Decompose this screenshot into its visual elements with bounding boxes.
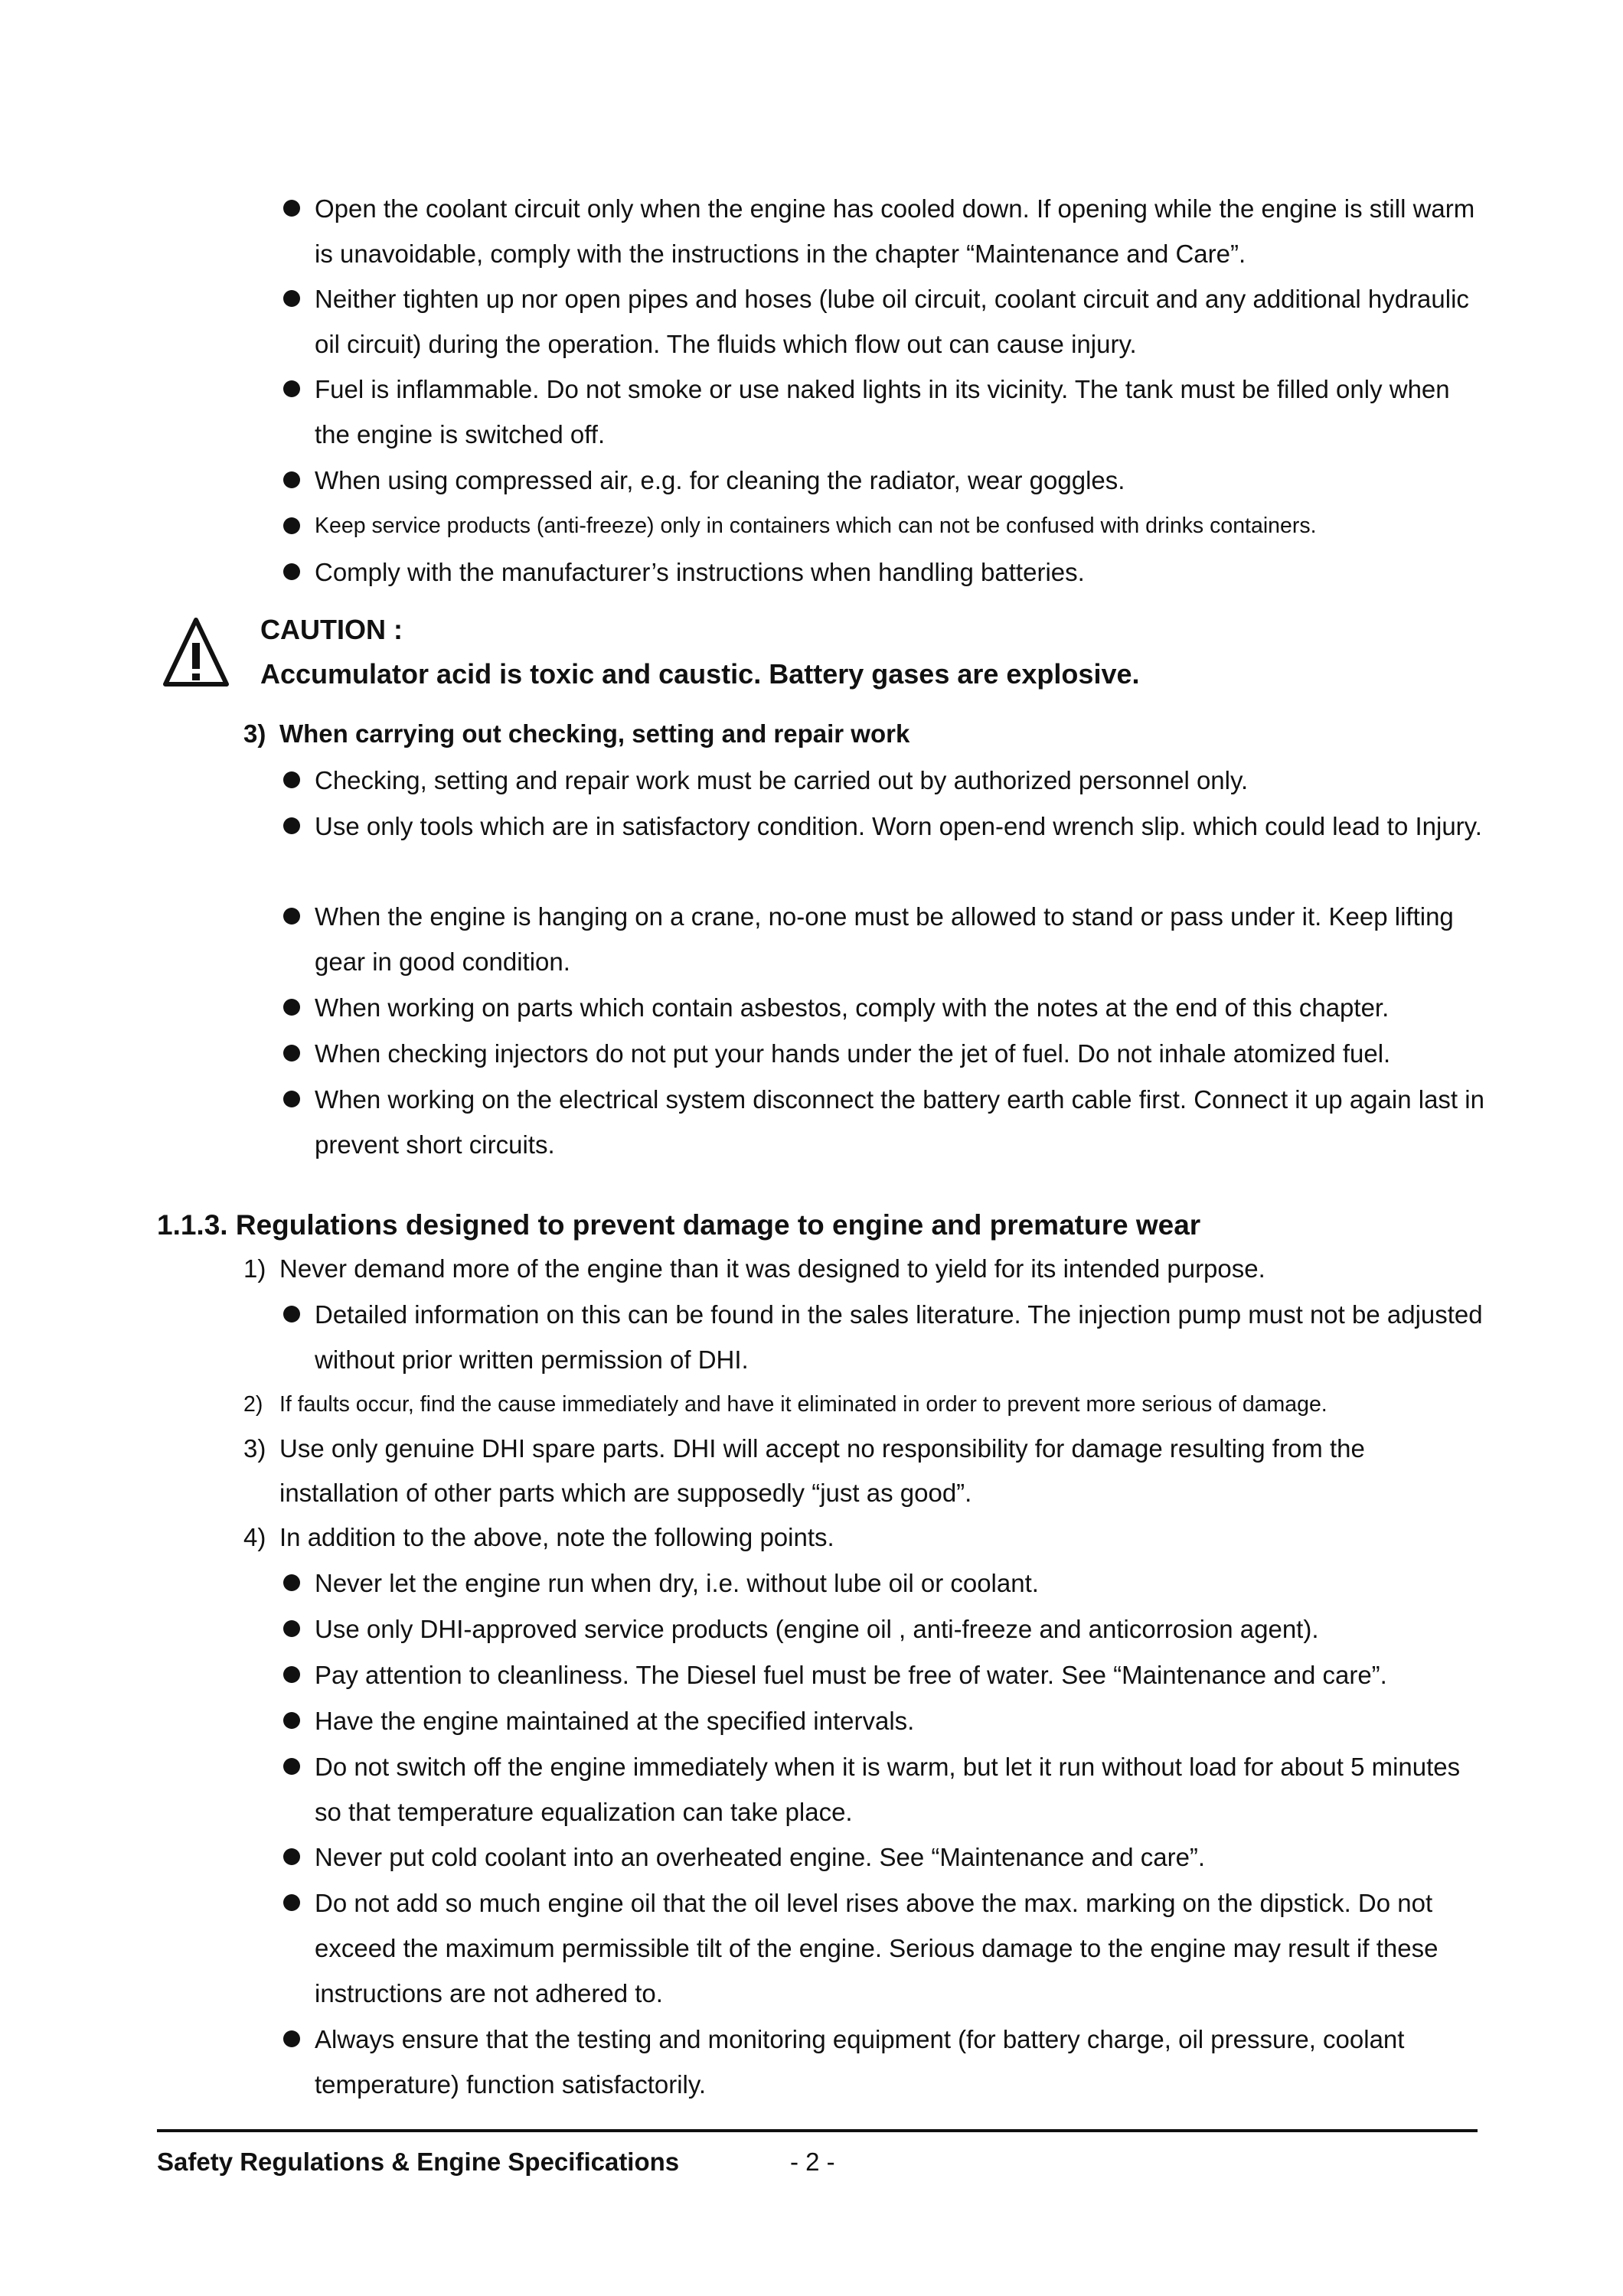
bullet-item <box>283 1031 1485 1076</box>
bullet-dot-icon <box>283 471 300 488</box>
bullet-text: Open the coolant circuit only when the engine has cooled down. If opening while the engine is still warm is unavoidable, comply with the instructions in the chapter “Maintenance and Care”. <box>315 194 1475 268</box>
bullet-text: Use only DHI-approved service products (engine oil , anti-freeze and anticorrosion agent). <box>315 1615 1319 1643</box>
bullet-text: Pay attention to cleanliness. The Diesel fuel must be free of water. See “Maintenance and care”. <box>315 1661 1387 1689</box>
item-text: Use only genuine DHI spare parts. DHI will accept no responsibility for damage resulting from the installation of other parts which are supposedly “just as good”. <box>279 1434 1365 1507</box>
item-text: In addition to the above, note the following points. <box>279 1523 834 1551</box>
bullet-dot-icon <box>283 200 300 217</box>
caution-text: Accumulator acid is toxic and caustic. Battery gases are explosive. <box>260 658 1140 690</box>
item-number: 3) <box>243 1434 266 1463</box>
bullet-text: Never put cold coolant into an overheated engine. See “Maintenance and care”. <box>315 1843 1206 1871</box>
bullet-item <box>283 276 1485 367</box>
bullet-item <box>283 758 1485 803</box>
section-heading: 1.1.3. Regulations designed to prevent damage to engine and premature wear <box>157 1209 1201 1241</box>
bullet-item <box>283 1880 1485 2016</box>
bullet-item <box>283 186 1485 276</box>
item-text: If faults occur, find the cause immediately and have it eliminated in order to prevent more serious of damage. <box>279 1392 1327 1417</box>
bullet-dot-icon <box>283 1894 300 1911</box>
bullet-text: Detailed information on this can be found in the sales literature. The injection pump must not be adjusted without prior written permission of DHI. <box>315 1300 1483 1374</box>
bullet-dot-icon <box>283 1045 300 1062</box>
bullet-dot-icon <box>283 817 300 834</box>
bullet-dot-icon <box>283 908 300 925</box>
item-title: When carrying out checking, setting and repair work <box>279 719 910 748</box>
bullet-item <box>283 1744 1485 1835</box>
bullet-dot-icon <box>283 2030 300 2047</box>
numbered-item <box>243 1382 1484 1427</box>
bullet-text: Use only tools which are in satisfactory condition. Worn open-end wrench slip. which could lead to Injury. <box>315 812 1482 840</box>
bullet-item <box>283 1561 1485 1606</box>
bullet-item <box>283 458 1485 503</box>
bullet-item <box>283 1652 1485 1698</box>
item-number: 2) <box>243 1392 263 1417</box>
bullet-item <box>283 1835 1485 1880</box>
bullet-dot-icon <box>283 1306 300 1322</box>
bullet-dot-icon <box>283 1712 300 1729</box>
bullet-dot-icon <box>283 771 300 788</box>
bullet-item <box>283 985 1485 1030</box>
bullet-dot-icon <box>283 1620 300 1637</box>
footer-title: Safety Regulations & Engine Specifications <box>157 2148 680 2176</box>
caution-title: CAUTION : <box>260 614 403 645</box>
bullet-item <box>283 1698 1485 1743</box>
bullet-item <box>283 550 1485 595</box>
bullet-text: Neither tighten up nor open pipes and hoses (lube oil circuit, coolant circuit and any additional hydraulic oil circuit) during the operation. The fluids which flow out can cause injury. <box>315 285 1469 358</box>
page-number: - 2 - <box>790 2148 835 2176</box>
warning-triangle-icon <box>162 617 230 687</box>
bullet-text: When working on parts which contain asbestos, comply with the notes at the end of this chapter. <box>315 993 1390 1022</box>
item-number: 1) <box>243 1254 266 1283</box>
bullet-dot-icon <box>283 290 300 307</box>
bullet-dot-icon <box>283 1758 300 1775</box>
bullet-dot-icon <box>283 1091 300 1107</box>
numbered-heading <box>243 712 1484 756</box>
bullet-text: Fuel is inflammable. Do not smoke or use naked lights in its vicinity. The tank must be filled only when the engine is switched off. <box>315 375 1450 448</box>
bullet-text: Comply with the manufacturer’s instructions when handling batteries. <box>315 558 1085 586</box>
footer-divider <box>157 2129 1478 2132</box>
bullet-dot-icon <box>283 563 300 580</box>
bullet-item <box>283 894 1485 984</box>
bullet-text: Never let the engine run when dry, i.e. without lube oil or coolant. <box>315 1569 1039 1597</box>
numbered-item <box>243 1247 1484 1291</box>
bullet-text: Keep service products (anti-freeze) only in containers which can not be confused with drinks containers. <box>315 514 1317 538</box>
bullet-dot-icon <box>283 1574 300 1591</box>
bullet-dot-icon <box>283 517 300 534</box>
bullet-text: When working on the electrical system disconnect the battery earth cable first. Connect it up again last in prevent short circuits. <box>315 1085 1484 1159</box>
bullet-item <box>283 1077 1485 1167</box>
numbered-item <box>243 1515 1484 1560</box>
bullet-text: When using compressed air, e.g. for cleaning the radiator, wear goggles. <box>315 466 1125 494</box>
bullet-text: When checking injectors do not put your hands under the jet of fuel. Do not inhale atomized fuel. <box>315 1039 1391 1068</box>
bullet-text: Always ensure that the testing and monitoring equipment (for battery charge, oil pressure, coolant temperature) function satisfactorily. <box>315 2025 1405 2099</box>
bullet-text: Have the engine maintained at the specified intervals. <box>315 1707 915 1735</box>
bullet-item <box>283 804 1485 849</box>
bullet-item <box>283 504 1485 549</box>
bullet-dot-icon <box>283 380 300 397</box>
numbered-item <box>243 1427 1484 1515</box>
bullet-item <box>283 1606 1485 1652</box>
bullet-text: Do not switch off the engine immediately when it is warm, but let it run without load for about 5 minutes so that temperature equalization can take place. <box>315 1753 1461 1826</box>
item-text: Never demand more of the engine than it was designed to yield for its intended purpose. <box>279 1254 1265 1283</box>
bullet-text: Checking, setting and repair work must be carried out by authorized personnel only. <box>315 766 1249 794</box>
bullet-text: Do not add so much engine oil that the oil level rises above the max. marking on the dipstick. Do not exceed the maximum permissible tilt of the engine. Serious damage to the engine may result if these instructions are not adhered to. <box>315 1889 1438 2007</box>
bullet-text: When the engine is hanging on a crane, no-one must be allowed to stand or pass under it. Keep lifting gear in good condition. <box>315 902 1454 976</box>
item-number: 3) <box>243 719 266 748</box>
bullet-dot-icon <box>283 1666 300 1683</box>
bullet-item <box>283 2017 1485 2107</box>
bullet-item <box>283 367 1485 457</box>
bullet-dot-icon <box>283 999 300 1016</box>
item-number: 4) <box>243 1523 266 1551</box>
bullet-item <box>283 1292 1485 1382</box>
bullet-dot-icon <box>283 1848 300 1865</box>
